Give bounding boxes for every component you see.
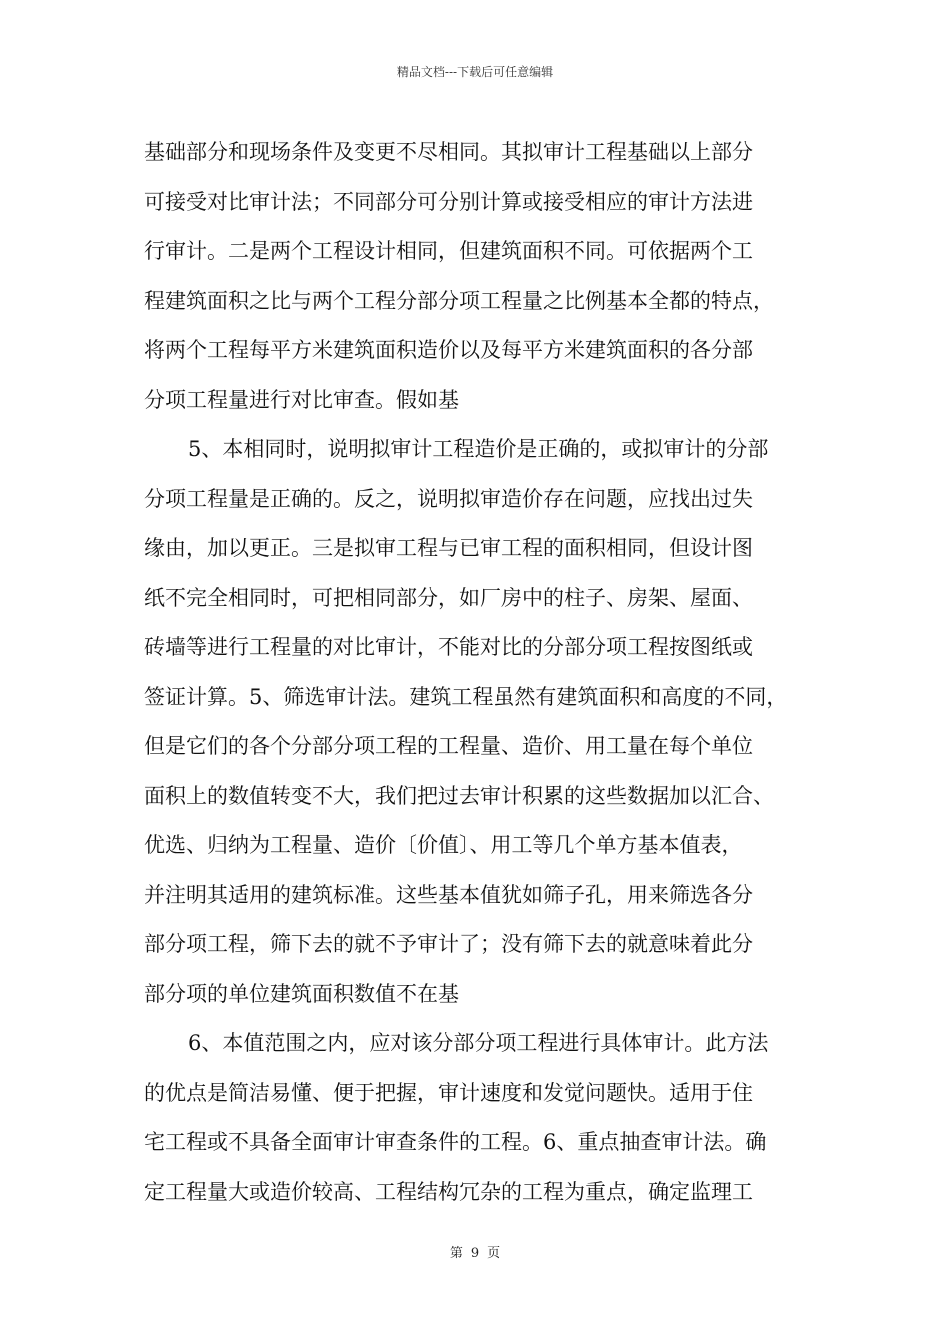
text-line: 定工程量大或造价较高、工程结构冗杂的工程为重点，确定监理工 xyxy=(144,1179,753,1204)
page-number: 9 xyxy=(470,1246,480,1261)
text-line: 签证计算。5、筛选审计法。建筑工程虽然有建筑面积和高度的不同， xyxy=(144,684,788,709)
text-line: 缘由，加以更正。三是拟审工程与已审工程的面积相同，但设计图 xyxy=(144,536,753,560)
text-line: 宅工程或不具备全面审计审查条件的工程。6、重点抽查审计法。确 xyxy=(144,1130,767,1154)
text-line: 部分项工程，筛下去的就不予审计了；没有筛下去的就意味着此分 xyxy=(144,932,753,956)
page-header: 精品文档---下载后可任意编辑 xyxy=(396,65,554,79)
text-line: 但是它们的各个分部分项工程的工程量、造价、用工量在每个单位 xyxy=(144,734,753,758)
text-line: 可接受对比审计法；不同部分可分别计算或接受相应的审计方法进 xyxy=(144,189,753,214)
page-label-prefix: 第 xyxy=(449,1246,463,1261)
text-line: 面积上的数值转变不大，我们把过去审计积累的这些数据加以汇合、 xyxy=(144,783,774,808)
text-line: 基础部分和现场条件及变更不尽相同。其拟审计工程基础以上部分 xyxy=(144,140,753,164)
text-line: 分项工程量是正确的。反之，说明拟审造价存在问题，应找出过失 xyxy=(144,486,753,511)
text-line: 分项工程量进行对比审查。假如基 xyxy=(144,387,459,412)
text-line: 部分项的单位建筑面积数值不在基 xyxy=(144,981,459,1006)
text-line: 砖墙等进行工程量的对比审计，不能对比的分部分项工程按图纸或 xyxy=(144,635,753,659)
text-line: 纸不完全相同时，可把相同部分，如厂房中的柱子、房架、屋面、 xyxy=(144,585,753,610)
document-body xyxy=(144,128,824,1217)
text-line: 行审计。二是两个工程设计相同，但建筑面积不同。可依据两个工 xyxy=(144,239,753,263)
paragraph-start-line: 6、本值范围之内，应对该分部分项工程进行具体审计。此方法 xyxy=(188,1031,769,1055)
page-footer xyxy=(0,1245,950,1263)
text-line: 并注明其适用的建筑标准。这些基本值犹如筛子孔，用来筛选各分 xyxy=(144,882,753,907)
page-label-suffix: 页 xyxy=(487,1246,501,1261)
text-line: 程建筑面积之比与两个工程分部分项工程量之比例基本全都的特点， xyxy=(144,288,774,313)
text-line: 的优点是简洁易懂、便于把握，审计速度和发觉问题快。适用于住 xyxy=(144,1080,753,1105)
text-line: 优选、归纳为工程量、造价〔价值〕、用工等几个单方基本值表， xyxy=(144,833,743,857)
paragraph-start-line: 5、本相同时，说明拟审计工程造价是正确的，或拟审计的分部 xyxy=(188,437,769,461)
text-line: 将两个工程每平方米建筑面积造价以及每平方米建筑面积的各分部 xyxy=(144,338,753,362)
